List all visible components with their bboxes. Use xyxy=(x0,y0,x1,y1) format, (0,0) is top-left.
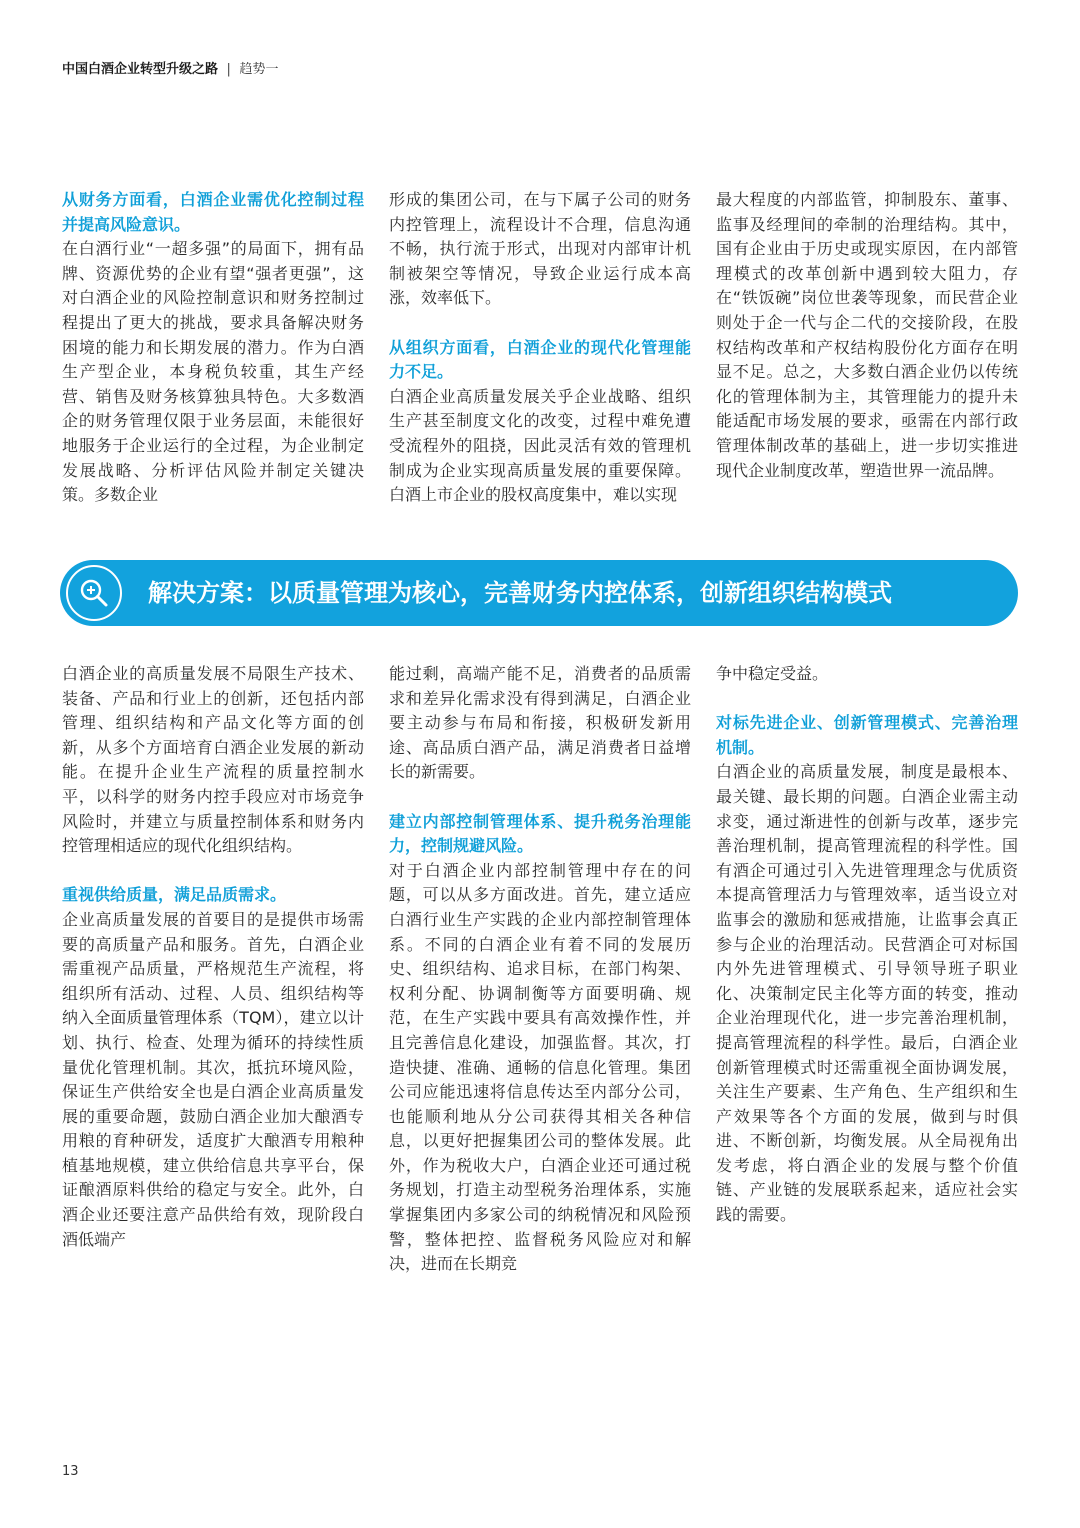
top-column-2 xyxy=(389,188,691,508)
top-column-1 xyxy=(62,188,364,508)
bottom-column-1 xyxy=(62,662,364,1252)
section-heading-internal-control: 建立内部控制管理体系、提升税务治理能力，控制规避风险。 xyxy=(389,811,691,856)
section-heading-finance: 从财务方面看，白酒企业需优化控制过程并提高风险意识。 xyxy=(62,190,364,234)
paragraph-supply-quality: 企业高质量发展的首要目的是提供市场需要的高质量产品和服务。首先，白酒企业需重视产品质量，严格规范生产流程，将组织所有活动、过程、人员、组织结构等纳入全面质量管理体系（TQM），建立以计划、执行、检查、处理为循环的持续性质量优化管理机制。其次，抵抗环境风险，保证生产供给安全也是白酒企业高质量发展的重要命题，鼓励白酒企业加大酿酒专用粮的育种研发，适度扩大酿酒专用粮种植基地规模，建立供给信息共享平台，保证酿酒原料供给的稳定与安全。此外，白酒企业还要注意产品供给有效，现阶段白酒低端产 xyxy=(62,909,364,1249)
top-column-3 xyxy=(716,188,1018,483)
paragraph-internal-control: 对于白酒企业内部控制管理中存在的问题，可以从多方面改进。首先，建立适应白酒行业生产实践的企业内部控制管理体系。不同的白酒企业有着不同的发展历史、组织结构、追求目标，在部门构架、权利分配、协调制衡等方面要明确、规范，在生产实践中要具有高效操作性，并且完善信息化建设，加强监督。其次，打造快捷、准确、通畅的信息化管理。集团公司应能迅速将信息传达至内部分公司，也能顺利地从分公司获得其相关各种信息，以更好把握集团公司的整体发展。此外，作为税收大户，白酒企业还可通过税务规划，打造主动型税务治理体系，实施掌握集团内多家公司的纳税情况和风险预警，整体把控、监督税务风险应对和解决，进而在长期竞 xyxy=(389,860,691,1274)
bottom-column-3 xyxy=(716,662,1018,1228)
paragraph-governance: 白酒企业的高质量发展，制度是最根本、最关键、最长期的问题。白酒企业需主动求变，通过渐进性的创新与改革，逐步完善治理机制，提高管理流程的科学性。国有酒企可通过引入先进管理理念与优质资本提高管理活力与管理效率，适当设立对监事会的激励和惩戒措施，让监事会真正参与企业的治理活动。民营酒企可对标国内外先进管理模式、引导领导班子职业化、决策制定民主化等方面的转变，推动企业治理现代化，进一步完善治理机制，提高管理流程的科学性。最后，白酒企业创新管理模式时还需重视全面协调发展，关注生产要素、生产角色、生产组织和生产效果等各个方面的发展，做到与时俱进、不断创新，均衡发展。从全局视角出发考虑，将白酒企业的发展与整个价值链、产业链的发展联系起来，适应社会实践的需要。 xyxy=(716,762,1018,1225)
header-separator: | xyxy=(226,62,231,77)
running-header xyxy=(62,58,278,77)
paragraph-organization: 白酒企业高质量发展关乎企业战略、组织生产甚至制度文化的改变，过程中难免遭受流程外的阻挠，因此灵活有效的管理机制成为企业实现高质量发展的重要保障。白酒上市企业的股权高度集中，难以实现 xyxy=(389,386,691,505)
search-plus-icon xyxy=(66,565,122,621)
bottom-column-2 xyxy=(389,662,691,1277)
paragraph-finance-cont: 形成的集团公司，在与下属子公司的财务内控管理上，流程设计不合理，信息沟通不畅，执行流于形式，出现对内部审计机制被架空等情况，导致企业运行成本高涨，效率低下。 xyxy=(389,190,691,308)
paragraph-intro: 白酒企业的高质量发展不局限生产技术、装备、产品和行业上的创新，还包括内部管理、组织结构和产品文化等方面的创新，从多个方面培育白酒企业发展的新动能。在提升企业生产流程的质量控制水平，以科学的财务内控手段应对市场竞争风险时，并建立与质量控制体系和财务内控管理相适应的现代化组织结构。 xyxy=(62,664,364,856)
paragraph-supply-quality-cont: 能过剩，高端产能不足，消费者的品质需求和差异化需求没有得到满足，白酒企业要主动参与布局和衔接，积极研发新用途、高品质白酒产品，满足消费者日益增长的新需要。 xyxy=(389,664,691,782)
banner-title: 解决方案：以质量管理为核心，完善财务内控体系，创新组织结构模式 xyxy=(148,579,892,607)
paragraph-finance: 在白酒行业“一超多强”的局面下，拥有品牌、资源优势的企业有望“强者更强”，这对白酒企业的风险控制意识和财务控制过程提出了更大的挑战，要求具备解决财务困境的能力和长期发展的潜力。作为白酒生产型企业，本身税负较重，其生产经营、销售及财务核算独具特色。大多数酒企的财务管理仅限于业务层面，未能很好地服务于企业运行的全过程，为企业制定发展战略、分析评估风险并制定关键决策。多数企业 xyxy=(62,239,364,505)
header-subtitle: 趋势一 xyxy=(239,62,279,77)
header-title: 中国白酒企业转型升级之路 xyxy=(62,62,219,77)
section-heading-supply-quality: 重视供给质量，满足品质需求。 xyxy=(62,885,287,905)
page-number: 13 xyxy=(62,1464,79,1479)
paragraph-internal-control-cont: 争中稳定受益。 xyxy=(716,664,829,683)
section-heading-governance: 对标先进企业、创新管理模式、完善治理机制。 xyxy=(716,713,1018,757)
paragraph-organization-cont: 最大程度的内部监管，抑制股东、董事、监事及经理间的牵制的治理结构。其中，国有企业由于历史或现实原因，在内部管理模式的改革创新中遇到较大阻力，存在“铁饭碗”岗位世袭等现象，而民营企业则处于企一代与企二代的交接阶段，在股权结构改革和产权结构股份化方面存在明显不足。总之，大多数白酒企业仍以传统化的管理体制为主，其管理能力的提升未能适配市场发展的要求，亟需在内部行政管理体制改革的基础上，进一步切实推进现代企业制度改革，塑造世界一流品牌。 xyxy=(716,190,1018,480)
solution-banner xyxy=(60,560,1018,626)
section-heading-organization: 从组织方面看，白酒企业的现代化管理能力不足。 xyxy=(389,337,691,382)
